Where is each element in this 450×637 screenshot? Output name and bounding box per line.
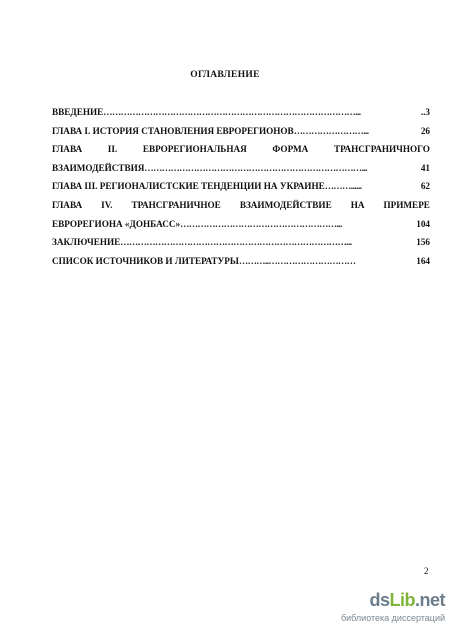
toc-title: ОГЛАВЛЕНИЕ: [190, 70, 260, 80]
logo-subtitle: библиотека диссертаций: [340, 613, 445, 623]
dslib-logo[interactable]: [340, 590, 445, 630]
toc-leader-dots: ………..…………………………: [238, 255, 356, 266]
toc-entry-chapter-1[interactable]: [52, 122, 430, 141]
toc-word: ГЛАВА: [52, 144, 83, 155]
logo-part: ds: [369, 590, 390, 610]
toc-entry-intro[interactable]: [52, 103, 430, 122]
toc-leader-dots: ……………………...: [293, 125, 369, 136]
logo-part: Lib: [389, 590, 415, 610]
toc-entry-conclusion[interactable]: [52, 233, 430, 252]
toc-entry-label: ЕВРОРЕГИОНА «ДОНБАСС»: [52, 218, 181, 229]
toc-entry-label-line-1: [52, 140, 430, 159]
toc-page-number: 156: [416, 237, 430, 248]
toc-page-number: 164: [416, 255, 430, 266]
toc-page-number: 41: [420, 162, 430, 173]
toc-leader-dots: ……………………………………………………………………………...: [103, 107, 361, 117]
logo-wordmark: [369, 590, 445, 611]
toc-word: НА: [350, 199, 365, 210]
toc-leader-dots: ……………………………………………………………………...: [120, 237, 352, 248]
toc-word: ТРАНСГРАНИЧНОГО: [333, 144, 430, 155]
toc-word: ПРИМЕРЕ: [383, 199, 430, 210]
toc-entry-label-line-1: [52, 196, 430, 215]
table-of-contents: [52, 103, 430, 270]
toc-entry-label: ВВЕДЕНИЕ: [52, 107, 104, 117]
toc-word: ФОРМА: [272, 144, 309, 155]
toc-word: IV.: [101, 199, 113, 210]
toc-entry-chapter-2[interactable]: [52, 140, 430, 177]
toc-entry-label: ГЛАВА I. ИСТОРИЯ СТАНОВЛЕНИЯ ЕВРОРЕГИОНОВ: [52, 125, 294, 136]
toc-page-number: 26: [420, 125, 430, 136]
toc-word: ВЗАИМОДЕЙСТВИЕ: [239, 199, 332, 210]
toc-page-number: 62: [420, 181, 430, 192]
toc-leader-dots: …………………………………………………………………...: [144, 162, 367, 173]
toc-entry-label: ЗАКЛЮЧЕНИЕ: [52, 237, 121, 248]
toc-page-number: 104: [416, 218, 430, 229]
toc-entry-chapter-3[interactable]: [52, 177, 430, 196]
toc-leader-dots: ………......: [324, 181, 362, 192]
toc-word: ТРАНСГРАНИЧНОЕ: [131, 199, 221, 210]
toc-entry-label: СПИСОК ИСТОЧНИКОВ И ЛИТЕРАТУРЫ: [52, 255, 239, 266]
toc-leader-dots: ………………………………………………...: [180, 218, 342, 229]
toc-word: ЕВРОРЕГИОНАЛЬНАЯ: [142, 144, 247, 155]
toc-entry-label: ГЛАВА III. РЕГИОНАЛИСТСКИЕ ТЕНДЕНЦИИ НА УКРАИНЕ: [52, 181, 325, 192]
page-number: 2: [424, 566, 429, 576]
logo-part: .net: [414, 590, 445, 610]
toc-entry-label-line-2: [52, 159, 430, 178]
toc-page-number: ..3: [420, 107, 430, 117]
toc-entry-sources[interactable]: [52, 252, 430, 271]
toc-entry-label: ВЗАИМОДЕЙСТВИЯ: [52, 162, 145, 173]
toc-word: II.: [107, 144, 118, 155]
toc-word: ГЛАВА: [52, 199, 83, 210]
toc-entry-label-line-2: [52, 215, 430, 234]
toc-entry-chapter-4[interactable]: [52, 196, 430, 233]
